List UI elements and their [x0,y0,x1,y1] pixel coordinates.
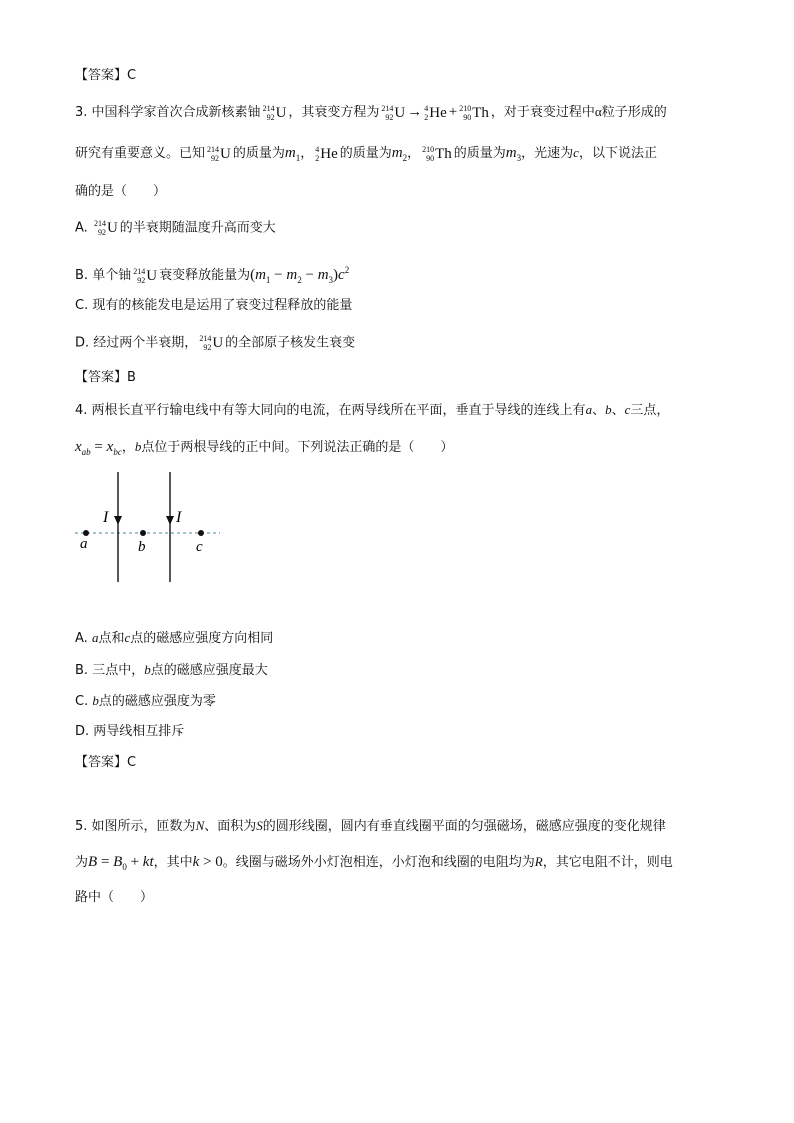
nuclide-he: 4 2 He [424,103,447,122]
q3-option-a: A. 214 92 U 的半衰期随温度升高而变大 [75,219,276,237]
nuclide-th: 210 90 Th [459,103,489,122]
answer-label: 【答案】 [75,370,128,385]
q5-line1: 5. 如图所示，匝数为N、面积为S的圆形线圈，圆内有垂直线圈平面的匀强磁场，磁感应强度的变化规律 [75,818,666,834]
q4-number: 4. [75,403,88,418]
q5-line2: 为$B = B_0$ + kt，其中k > 0。线圈与磁场外小灯泡相连，小灯泡和线圈的电阻均为R，其它电阻不计，则电 [75,854,673,872]
q3-line2: 研究有重要意义。已知 214 92 U 的质量为$m_1$， 4 2 He 的质量为$m_2$， 210 90 Th 的质量为$m_3$，光速为c，以下说法正 [75,144,657,163]
q4-option-a: A. a点和c点的磁感应强度方向相同 [75,630,274,646]
nuclide-u: 214 92 U [93,219,118,237]
q3-answer-line [75,368,136,388]
var-c: c [573,145,579,160]
var-m3: $m_3$ [505,145,522,163]
q4-option-b: B. 三点中，b点的磁感应强度最大 [75,662,268,678]
q5-number: 5. [75,819,88,834]
distance-equation: $x_{ab} = x_{bc}$ [75,439,122,457]
var-m1: $m_1$ [284,145,301,163]
q4-wire-figure [70,468,230,588]
current-label-left: I [103,509,109,526]
answer-label: 【答案】 [75,755,128,770]
nuclide-u: 214 92 U [133,266,158,285]
alpha-symbol: α [594,104,602,119]
arrow-symbol: → [407,104,423,120]
q4-option-d: D. 两导线相互排斥 [75,724,185,739]
point-a-label: a [80,536,88,552]
nuclide-u: 214 92 U [199,334,224,352]
current-arrow-left [114,516,122,525]
b-field-formula: $B = B_0$ + kt [88,854,154,872]
k-condition: k > 0 [192,854,223,870]
q2-answer: C [127,68,137,83]
q2-answer-line [75,66,136,86]
q5-line3: 路中（ ） [75,890,154,905]
q3-option-c: C. 现有的核能发电是运用了衰变过程释放的能量 [75,298,353,313]
answer-label: 【答案】 [75,68,128,83]
q3-line3: 确的是（ ） [75,184,167,199]
q4-line1: 4. 两根长直平行输电线中有等大同向的电流，在两导线所在平面，垂直于导线的连线上有a、b、c三点， [75,402,670,418]
q4-answer: C [127,755,137,770]
q3-number: 3. [75,105,88,120]
nuclide-th: 210 90 Th [422,144,452,163]
q4-answer-line [75,753,136,773]
var-m2: $m_2$ [391,145,408,163]
q4-line2: $x_{ab} = x_{bc}$，b点位于两根导线的正中间。下列说法正确的是（ ） [75,439,454,457]
current-arrow-right [166,516,174,525]
plus-symbol: + [448,104,458,120]
q3-option-b: B. 单个铀 214 92 U 衰变释放能量为$(m_1 - m_2 - m_3)c^2$ [75,265,350,285]
nuclide-u: 214 92 U [207,144,231,163]
nuclide-u: 214 92 U [381,103,406,122]
current-label-right: I [176,509,182,526]
q3-line1: 3. 中国科学家首次合成新核素铀 214 92 U ，其衰变方程为 214 92 U → 4 2 He + 210 90 Th ，对于衰变过程中α粒子形成的 [75,103,667,122]
point-c-label: c [196,539,203,555]
point-b-label: b [138,539,146,555]
nuclide-he: 4 2 He [315,144,338,163]
q3-answer: B [127,370,136,385]
energy-formula: $(m_1 - m_2 - m_3)c^2$ [250,265,350,285]
q3-intro: 中国科学家首次合成新核素铀 [91,105,261,120]
nuclide-u: 214 92 U [262,103,287,122]
point-b [140,530,146,536]
q4-option-c: C. b点的磁感应强度为零 [75,693,216,709]
q3-option-d: D. 经过两个半衰期， 214 92 U 的全部原子核发生衰变 [75,334,356,352]
point-c [198,530,204,536]
